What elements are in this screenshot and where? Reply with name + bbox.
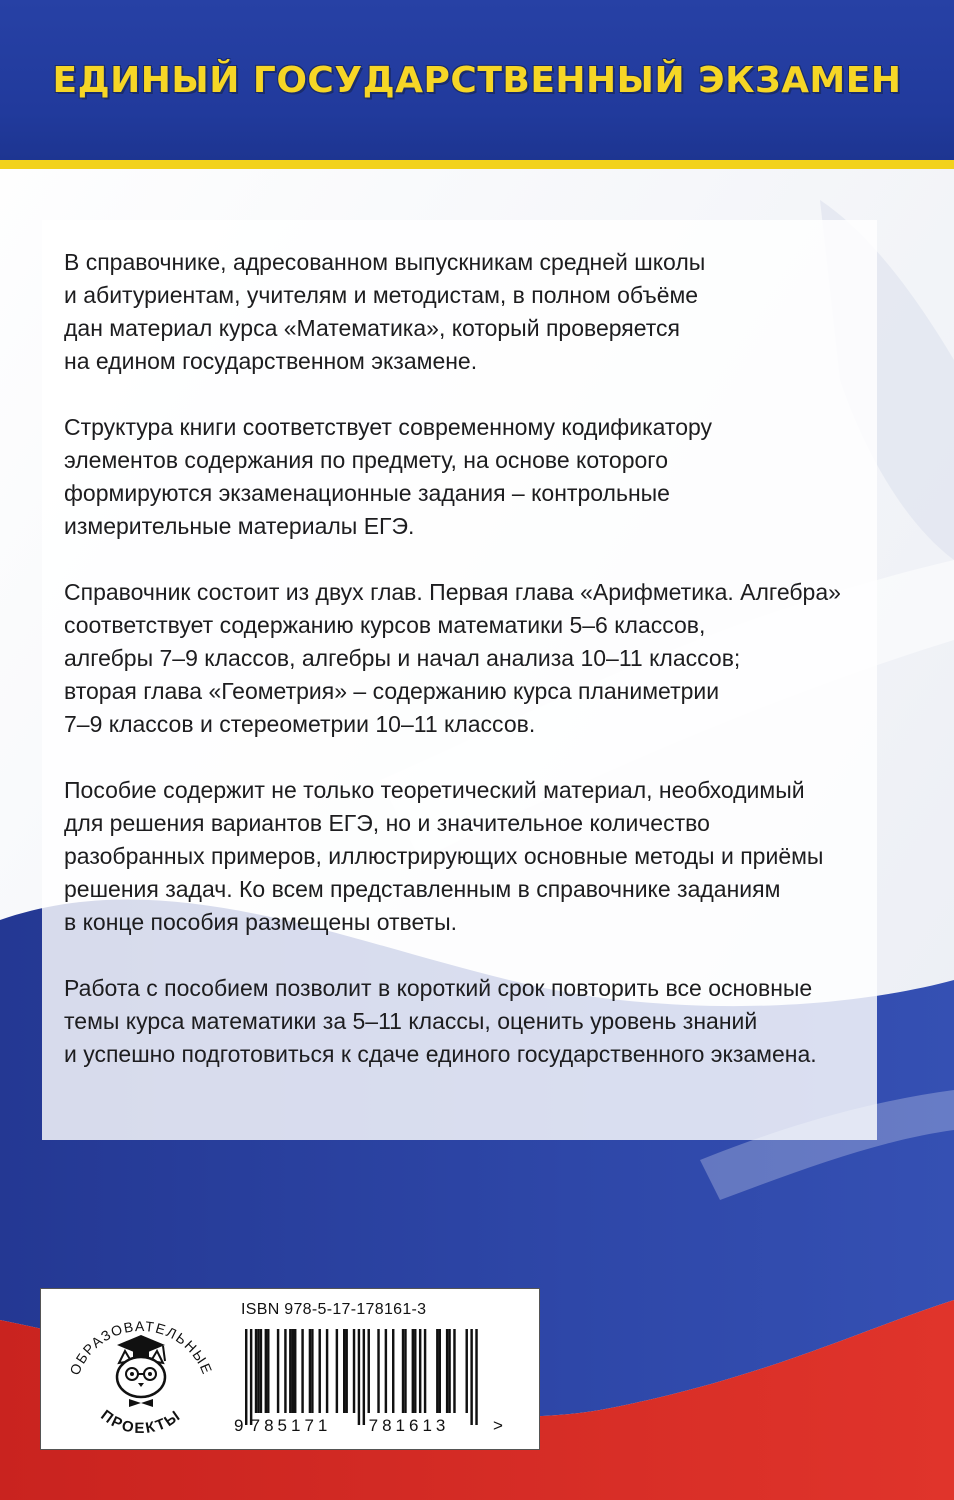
barcode-bar (292, 1329, 294, 1413)
paragraph-4: Пособие содержит не только теоретический материал, необходимый для решения вариантов ЕГЭ, но и значительное количество разобранных примеров, иллюстрирующих основные методы и приёмы решения задач. Ко всем представленным в справочнике заданиям в конце пособия размещены ответы. (64, 777, 824, 935)
barcode-bar (439, 1329, 441, 1413)
barcode-bar (267, 1329, 269, 1413)
paragraph-3: Справочник состоит из двух глав. Первая глава «Арифметика. Алгебра» соответствует содержанию курсов математики 5–6 классов, алгебры 7–9 классов, алгебры и начал анализа 10–11 классов; вторая глава «Геометрия» – содержанию курса планиметрии 7–9 классов и стереометрии 10–11 классов. (64, 579, 841, 737)
barcode-bar (289, 1329, 291, 1413)
barcode-bars (245, 1329, 478, 1425)
barcode-bar (466, 1329, 468, 1413)
barcode-guard-bar (250, 1329, 252, 1425)
barcode-bar (277, 1329, 279, 1413)
barcode-bar (319, 1329, 321, 1413)
barcode-bar (309, 1329, 311, 1413)
barcode-guard-bar (470, 1329, 472, 1425)
barcode-bar (402, 1329, 404, 1413)
barcode-bar (255, 1329, 257, 1413)
barcode-guard-bar (358, 1329, 360, 1425)
series-title: ЕДИНЫЙ ГОСУДАРСТВЕННЫЙ ЭКЗАМЕН (52, 60, 902, 101)
barcode-bar (368, 1329, 370, 1413)
cat-logo-icon (53, 1297, 229, 1445)
publisher-barcode-box (40, 1288, 540, 1450)
publisher-logo (53, 1297, 229, 1445)
svg-text:ПРОЕКТЫ (97, 1407, 184, 1437)
barcode-bar (326, 1329, 328, 1413)
barcode-bar (377, 1329, 379, 1413)
barcode-bar (404, 1329, 406, 1413)
barcode-bar (284, 1329, 286, 1413)
barcode-digits-right: 781613 (368, 1416, 450, 1435)
barcode-bar (311, 1329, 313, 1413)
barcode-bar (419, 1329, 421, 1413)
ean13-barcode (231, 1327, 511, 1435)
barcode-bar (294, 1329, 296, 1413)
barcode-digit-first: 9 (234, 1416, 244, 1435)
barcode-bar (336, 1329, 338, 1413)
paragraph-1: В справочнике, адресованном выпускникам средней школы и абитуриентам, учителям и методистам, в полном объёме дан материал курса «Математика», который проверяется на едином государственном экзамене. (64, 249, 706, 374)
barcode-bar (343, 1329, 345, 1413)
barcode-guard-bar (363, 1329, 365, 1425)
paragraph-5: Работа с пособием позволит в короткий срок повторить все основные темы курса математики за 5–11 классы, оценить уровень знаний и успешно подготовиться к сдаче единого государственного экзамена. (64, 975, 817, 1067)
barcode-bar (257, 1329, 259, 1413)
paragraph-2: Структура книги соответствует современному кодификатору элементов содержания по предмету, на основе которого формируются экзаменационные задания – контрольные измерительные материалы ЕГЭ. (64, 414, 713, 539)
isbn-label: ISBN 978-5-17-178161-3 (241, 1301, 427, 1318)
header-accent-stripe (0, 160, 954, 169)
logo-text-bottom: ПРОЕКТЫ (97, 1406, 185, 1438)
barcode-bar (412, 1329, 414, 1413)
barcode-bar (345, 1329, 347, 1413)
barcode-quiet-mark: > (493, 1416, 503, 1435)
barcode-bar (260, 1329, 262, 1413)
barcode-bar (424, 1329, 426, 1413)
logo-text-top: ОБРАЗОВАТЕЛЬНЫЕ (66, 1317, 216, 1378)
barcode-guard-bar (245, 1329, 247, 1425)
barcode-bar (385, 1329, 387, 1413)
barcode-bar (453, 1329, 455, 1413)
barcode-bar (436, 1329, 438, 1413)
description-panel (42, 220, 877, 1140)
barcode-bar (301, 1329, 303, 1413)
barcode-bar (392, 1329, 394, 1413)
barcode-bar (414, 1329, 416, 1413)
barcode-bar (353, 1329, 355, 1413)
description-text (64, 246, 864, 1104)
barcode-bar (446, 1329, 448, 1413)
barcode-digits-left: 785171 (250, 1416, 332, 1435)
barcode-guard-bar (475, 1329, 477, 1425)
barcode-bar (448, 1329, 450, 1413)
barcode-bar (265, 1329, 267, 1413)
